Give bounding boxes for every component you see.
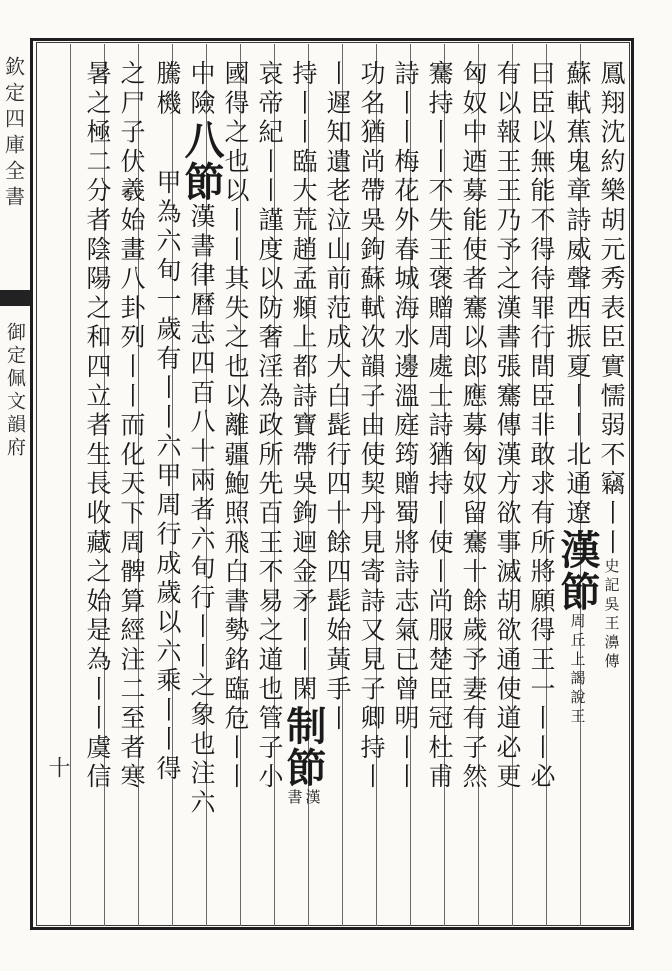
zhi-jie-note: 漢 書 [285,788,322,808]
column-rule [70,44,71,926]
text-column-10: 持丨丨臨大荒趙孟頫上都詩寶帶吳鉤迴金矛丨丨閑 制節 漢 書 [280,60,327,808]
text-column-2: 蘇軾蕉鬼章詩威聲西振夏丨丨北通遼 漢節 周丘上謁說王 [554,60,601,727]
heading-han-jie: 漢節 [554,528,601,613]
text-column-4: 有以報王王乃予之漢書張騫傳漢方欲事滅胡欲通使道必更 [493,60,522,793]
text-column-3: 曰臣以無能不得待罪行間臣非敢求有所將願得王一丨丨 必 [527,60,556,793]
text-column-11: 哀帝紀丨丨謹度以防奢淫為政所先百王不易之道也管子小 [255,60,284,793]
text-column-13: 中險 八節 漢書律曆志四百八十兩者六旬行丨丨之象也注六 [178,60,225,818]
margin-band [0,290,30,306]
text-column-16: 暑之極二分者陰陽之和四立者生長收藏之始是為丨丨虞信 [83,60,112,793]
text-column-7: 詩丨丨梅花外春城海水邊溫庭筠贈蜀將詩志氣已曾明丨丨 [391,60,420,793]
margin-edge-text: 欽定四庫全書 [1,56,26,212]
text-column-14: 騰機 甲為六旬一歲有丨丨六甲周行成歲以六乘丨丨得 [153,60,182,784]
text-column-1: 鳳翔沈約樂胡元秀表臣實懦弱不竊丨丨 史記吳王濞傳 [597,60,626,673]
han-jie-note: 史記吳王濞傳 [602,558,621,673]
text-column-6: 騫持丨丨不失王褒贈周處士詩猶持丨使丨尚服楚臣冠杜甫 [425,60,454,793]
text-column-8: 功名猶尚帶吳鉤蘇軾次韻子由使契丹見寄詩又見子卿持丨 [357,60,386,793]
han-jie-note-2: 周丘上謁說王 [568,612,587,727]
page-number: 十 [45,756,70,778]
book-title: 御定佩文韻府 [4,322,26,460]
text-column-15: 之尸子伏羲始畫八卦列丨丨而化天下周髀算經注二至者寒 [117,60,146,793]
heading-zhi-jie: 制節 [280,704,327,789]
text-column-12: 國得之也以丨丨其失之也以離疆鮑照飛白書勢銘臨危丨丨 [221,60,250,793]
text-column-5: 匈奴中迺募能使者騫以郎應募匈奴留騫十餘歲予妻有子然 [459,60,488,793]
text-column-9: 丨遲知遺老泣山前范成大白髭行四十餘四髭始黃手 丨 [323,60,352,734]
heading-ba-jie: 八節 [178,118,225,203]
